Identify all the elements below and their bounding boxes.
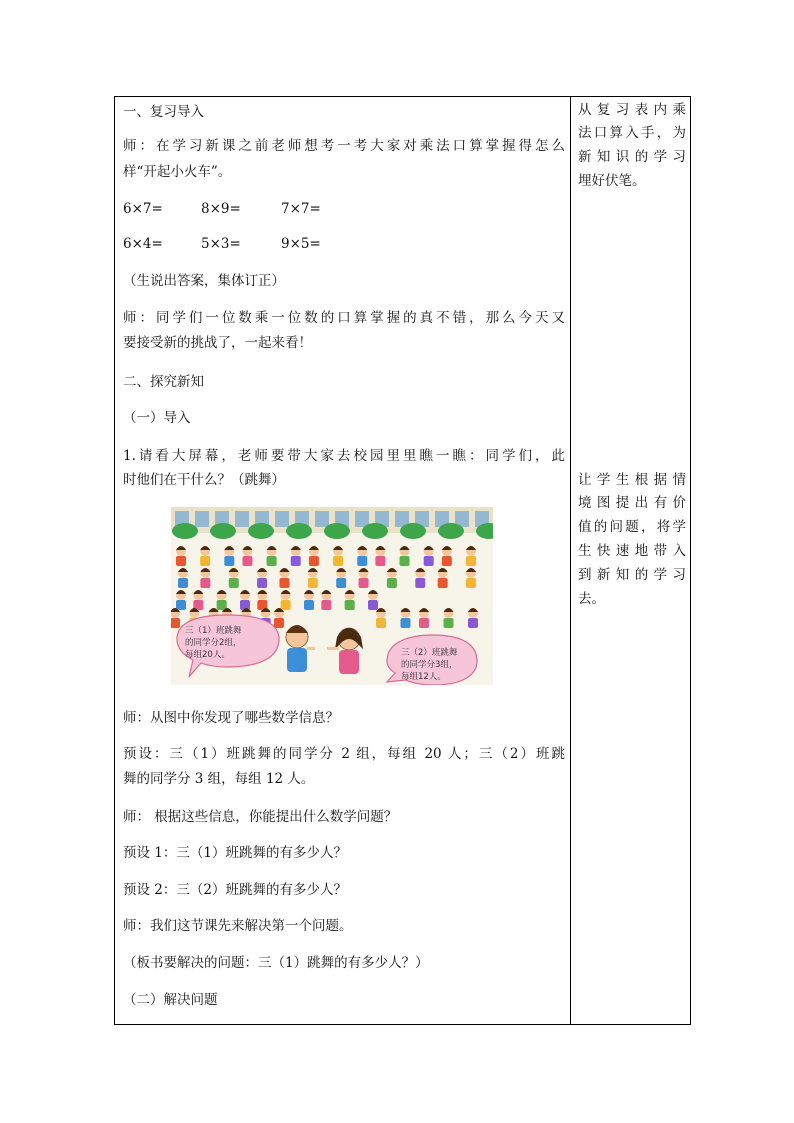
bubble-left-line: 每组20人。	[185, 650, 230, 660]
dance-scene-illustration	[171, 507, 493, 685]
bubble-left-line: 三（1）班跳舞	[185, 626, 242, 636]
note2-line: 生快速地带入	[578, 543, 686, 559]
board-note: （板书要解决的问题：三（1）跳舞的有多少人？）	[123, 955, 429, 971]
teacher-praise-line1: 师：同学们一位数乘一位数的口算掌握的真不错，那么今天又	[123, 310, 565, 326]
lesson-table	[114, 96, 691, 1025]
preset-1: 预设 1：三（1）班跳舞的有多少人？	[123, 845, 347, 861]
preset-2: 预设 2：三（2）班跳舞的有多少人？	[123, 882, 347, 898]
bush	[286, 523, 312, 539]
equation: 7×7=	[281, 201, 321, 217]
bush	[248, 523, 274, 539]
bush	[400, 523, 426, 539]
preset-info-line1: 预设：三（1）班跳舞的同学分 2 组，每组 20 人；三（2）班跳	[123, 746, 565, 762]
equation: 9×5=	[281, 236, 321, 252]
preset-info-line2: 舞的同学分 3 组，每组 12 人。	[123, 771, 315, 787]
equation: 6×4=	[123, 236, 163, 252]
note2-line: 值的问题，将学	[578, 519, 686, 535]
fence-panel	[315, 511, 329, 527]
teacher-intro-line2: 样“开起小火车”。	[123, 164, 232, 180]
column-divider	[570, 97, 571, 1024]
bubble-right-line: 三（2）班跳舞	[401, 648, 458, 658]
student-answer: （生说出答案，集体订正）	[123, 273, 285, 289]
bush	[172, 523, 198, 539]
teacher-question-problem: 师： 根据这些信息，你能提出什么数学问题？	[123, 809, 398, 825]
step1-line1: 1.请看大屏幕，老师要带大家去校园里里瞧一瞧：同学们，此	[123, 448, 565, 464]
bush	[438, 523, 464, 539]
bush	[324, 523, 350, 539]
section1-heading: 一、复习导入	[123, 104, 204, 120]
teacher-question-info: 师：从图中你发现了哪些数学信息？	[123, 710, 339, 726]
teacher-praise-line2: 要接受新的挑战了，一起来看！	[123, 335, 312, 351]
speech-bubble-class2	[387, 635, 477, 685]
teacher-intro-line1: 师：在学习新课之前老师想考一考大家对乘法口算掌握得怎么	[123, 138, 565, 154]
teacher-solve-first: 师：我们这节课先来解决第一个问题。	[123, 918, 353, 934]
fence-panel	[275, 511, 289, 527]
note1-line: 埋好伏笔。	[578, 173, 646, 189]
bubble-left-line: 的同学分2组，	[185, 638, 242, 648]
bush	[210, 523, 236, 539]
note1-line: 新知识的学习	[578, 149, 686, 165]
note2-line: 到新知的学习	[578, 567, 686, 583]
note2-line: 境图提出有价	[578, 495, 686, 511]
equation: 5×3=	[201, 236, 241, 252]
note2-line: 去。	[578, 591, 605, 607]
fence-panel	[355, 511, 369, 527]
equation: 8×9=	[201, 201, 241, 217]
note2-line: 让学生根据情	[578, 472, 686, 488]
part1-heading: （一）导入	[123, 410, 191, 426]
part2-heading: （二）解决问题	[123, 992, 218, 1008]
note1-line: 法口算入手，为	[578, 125, 686, 141]
bubble-right-line: 的同学分3组，	[401, 660, 458, 670]
equation: 6×7=	[123, 201, 163, 217]
section2-heading: 二、探究新知	[123, 374, 204, 390]
fence-panel	[235, 511, 249, 527]
step1-line2: 时他们在干什么？（跳舞）	[123, 472, 285, 488]
bush	[362, 523, 388, 539]
bushes	[172, 523, 493, 539]
bubble-right-line: 每组12人。	[401, 672, 446, 682]
note1-line: 从复习表内乘	[578, 102, 686, 118]
fence-panel	[195, 511, 209, 527]
